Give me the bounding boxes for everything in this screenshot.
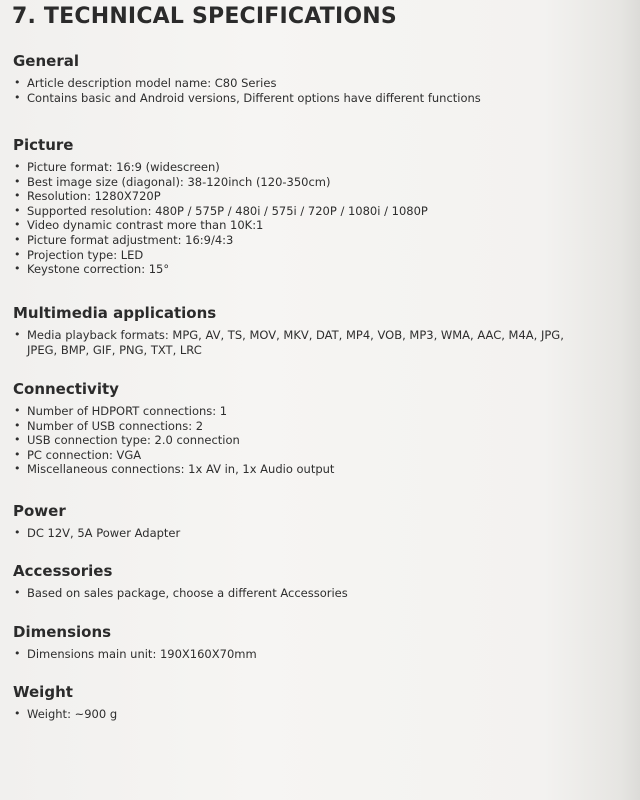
list-item: • Number of HDPORT connections: 1 (14, 404, 228, 418)
bullet-icon: • (14, 418, 21, 432)
section-picture (13, 136, 613, 277)
list-item: • Weight: ~900 g (14, 707, 118, 721)
section-heading: Connectivity (13, 380, 119, 398)
list-item: • PC connection: VGA (14, 447, 142, 462)
section-general (13, 52, 613, 105)
section-heading: Weight (13, 683, 73, 701)
list-item: • Best image size (diagonal): 38-120inch (120-350cm) (14, 174, 331, 189)
bullet-icon: • (14, 174, 21, 188)
list-item: • Picture format: 16:9 (widescreen) (14, 160, 220, 174)
list-item: • Dimensions main unit: 190X160X70mm (14, 647, 257, 661)
section-heading: General (13, 52, 79, 70)
bullet-icon: • (14, 262, 21, 276)
bullet-icon: • (14, 189, 21, 203)
section-dimensions (13, 623, 613, 662)
list-item: • Video dynamic contrast more than 10K:1 (14, 218, 264, 233)
list-item: • Article description model name: C80 Series (14, 76, 277, 90)
bullet-list (13, 526, 613, 541)
bullet-icon: • (14, 433, 21, 447)
bullet-icon: • (14, 447, 21, 461)
bullet-list (13, 647, 613, 662)
section-multimedia (13, 304, 613, 357)
list-item: • USB connection type: 2.0 connection (14, 433, 240, 448)
section-heading: Picture (13, 136, 74, 154)
section-connectivity (13, 380, 613, 477)
bullet-icon: • (14, 232, 21, 246)
section-heading: Accessories (13, 562, 113, 580)
list-item: • Miscellaneous connections: 1x AV in, 1x Audio output (14, 462, 335, 477)
list-item: • DC 12V, 5A Power Adapter (14, 526, 181, 540)
list-item: • Projection type: LED (14, 247, 144, 262)
bullet-list (13, 707, 613, 722)
list-item: • Resolution: 1280X720P (14, 189, 161, 204)
section-power (13, 502, 613, 541)
bullet-icon: • (14, 647, 21, 660)
list-item: • Contains basic and Android versions, Different options have different functions (14, 90, 481, 105)
bullet-icon: • (14, 404, 21, 417)
section-heading: Power (13, 502, 66, 520)
bullet-list (13, 160, 613, 277)
bullet-icon: • (14, 462, 21, 476)
bullet-icon: • (14, 707, 21, 720)
bullet-list (13, 404, 613, 477)
list-item: • Based on sales package, choose a different Accessories (14, 586, 348, 600)
list-item: • Media playback formats: MPG, AV, TS, MOV, MKV, DAT, MP4, VOB, MP3, WMA, AAC, M4A, JPG, JPEG, BMP, GIF, PNG, TXT, LRC (14, 328, 564, 357)
list-item: • Number of USB connections: 2 (14, 418, 204, 433)
bullet-icon: • (14, 203, 21, 217)
list-item: • Keystone correction: 15° (14, 262, 170, 277)
section-accessories (13, 562, 613, 601)
section-heading: Multimedia applications (13, 304, 217, 322)
bullet-list (13, 328, 613, 357)
bullet-icon: • (14, 90, 21, 104)
bullet-list (13, 76, 613, 105)
bullet-icon: • (14, 586, 21, 599)
section-heading: Dimensions (13, 623, 112, 641)
bullet-icon: • (14, 526, 21, 539)
bullet-list (13, 586, 613, 601)
list-item: • Supported resolution: 480P / 575P / 480i / 575i / 720P / 1080i / 1080P (14, 203, 428, 218)
bullet-icon: • (14, 160, 21, 173)
page-title: 7. TECHNICAL SPECIFICATIONS (12, 4, 397, 29)
bullet-icon: • (14, 76, 21, 89)
bullet-icon: • (14, 247, 21, 261)
section-weight (13, 683, 613, 722)
list-item: • Picture format adjustment: 16:9/4:3 (14, 232, 234, 247)
bullet-icon: • (14, 328, 21, 341)
bullet-icon: • (14, 218, 21, 232)
